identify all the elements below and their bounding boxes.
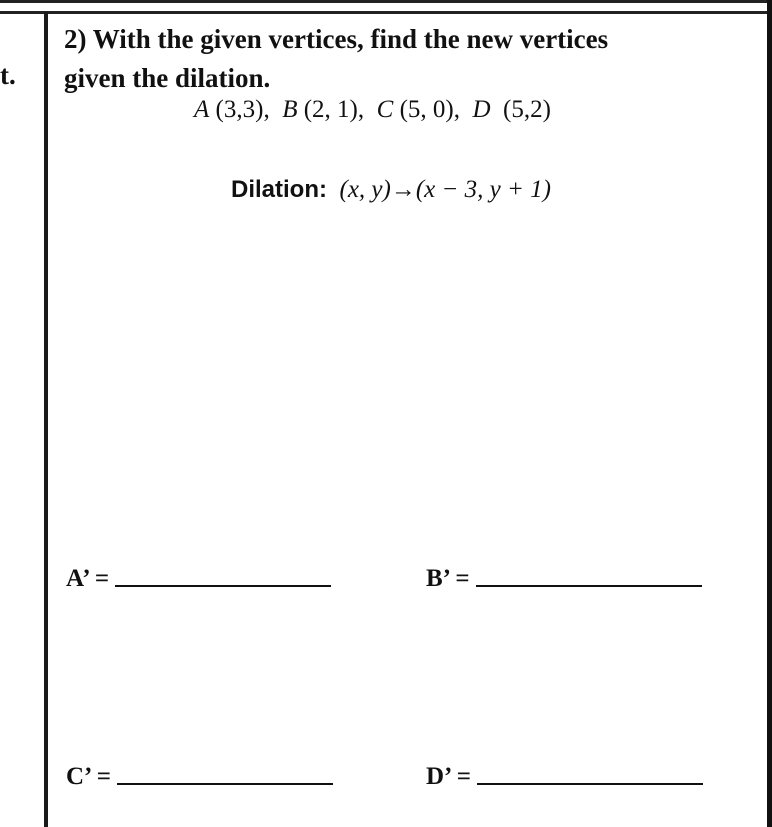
table-top-border	[0, 0, 772, 3]
rule-output-text: (x − 3, y + 1)	[415, 176, 551, 203]
vertex-d-name: D	[472, 96, 491, 123]
vertex-a	[194, 96, 263, 123]
rule-input-text: (x, y)	[339, 176, 391, 203]
vertex-b-name: B	[282, 96, 298, 123]
scan-edge	[767, 0, 772, 827]
vertex-c	[377, 96, 454, 123]
vertex-b-coords: (2, 1)	[303, 96, 358, 123]
dilation-rule	[231, 176, 551, 204]
vertex-b	[282, 96, 358, 123]
question-line-1: 2) With the given vertices, find the new vertices	[64, 24, 609, 54]
vertex-d	[472, 96, 550, 123]
vertex-a-name: A	[194, 96, 210, 123]
answer-b-prime	[426, 565, 702, 593]
answer-a-blank[interactable]	[115, 584, 331, 587]
vertex-c-name: C	[376, 96, 394, 123]
mapping-arrow: →	[390, 176, 416, 203]
answer-c-prime	[66, 763, 333, 791]
rule-input	[340, 176, 391, 203]
given-vertices: A (3,3), B (2, 1), C (5, 0), D (5,2)	[194, 96, 551, 123]
answer-a-label: A’ =	[66, 565, 110, 592]
answer-b-label: B’ =	[426, 565, 470, 592]
left-column-text-fragment: t.	[0, 60, 16, 90]
answer-a-prime	[66, 565, 331, 593]
answer-d-label: D’ =	[426, 763, 472, 790]
column-divider	[44, 12, 48, 827]
answer-b-blank[interactable]	[476, 584, 702, 587]
vertex-a-coords: (3,3)	[215, 96, 264, 123]
answer-c-label: C’ =	[66, 763, 112, 790]
question-text	[64, 20, 764, 98]
table-row-border	[0, 11, 772, 14]
vertex-c-coords: (5, 0)	[399, 96, 454, 123]
rule-output	[416, 176, 551, 203]
answer-c-blank[interactable]	[117, 782, 333, 785]
answer-d-blank[interactable]	[477, 782, 703, 785]
dilation-label: Dilation:	[231, 176, 327, 203]
vertex-d-coords: (5,2)	[503, 96, 551, 123]
question-line-2: given the dilation.	[64, 63, 271, 93]
answer-d-prime	[426, 763, 703, 791]
